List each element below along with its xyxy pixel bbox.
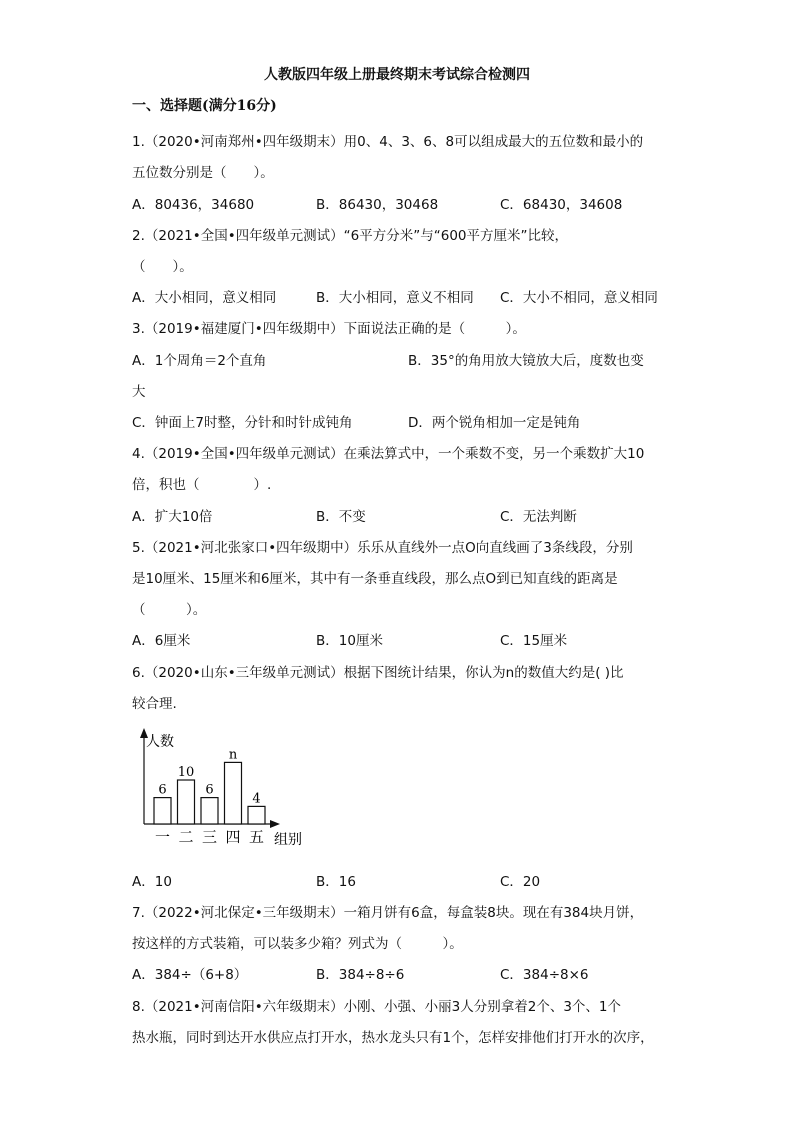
q3-option-d: D．两个锐角相加一定是钝角	[408, 415, 581, 431]
q5-option-a: A．6厘米	[132, 633, 191, 649]
q6-option-b: B．16	[316, 874, 356, 890]
bar-value-label-2: 10	[177, 765, 195, 780]
q8-line-2: 热水瓶，同时到达开水供应点打开水，热水龙头只有1个，怎样安排他们打开水的次序，	[132, 1030, 654, 1046]
q4-option-b: B．不变	[316, 509, 366, 525]
q4-line-1: 4.（2019•全国•四年级单元测试）在乘法算式中，一个乘数不变，另一个乘数扩大10	[132, 446, 645, 462]
q5-line-2: 是10厘米、15厘米和6厘米，其中有一条垂直线段，那么点O到已知直线的距离是	[132, 571, 618, 587]
bar-4	[225, 762, 242, 824]
q1-line-1: 1.（2020•河南郑州•四年级期末）用0、4、3、6、8可以组成最大的五位数和最小的	[132, 134, 644, 150]
category-label-3: 三	[201, 828, 218, 846]
q5-line-3: （ ）。	[132, 602, 207, 618]
category-label-5: 五	[248, 828, 265, 846]
q2-option-a: A．大小相同，意义相同	[132, 290, 277, 306]
q1-option-b: B．86430，30468	[316, 197, 439, 213]
q2-option-c: C．大小不相同，意义相同	[500, 290, 658, 306]
q1-option-c: C．68430，34608	[500, 197, 623, 213]
chart-ylabel: 人数	[146, 734, 174, 750]
q3-option-b-cont: 大	[132, 384, 146, 400]
q7-line-1: 7.（2022•河北保定•三年级期末）一箱月饼有6盒，每盒装8块。现在有384块月饼，	[132, 905, 644, 921]
category-label-4: 四	[225, 828, 241, 846]
q5-option-b: B．10厘米	[316, 633, 383, 649]
q1-line-2: 五位数分别是（ ）。	[132, 165, 274, 181]
bar-value-label-3: 6	[205, 782, 214, 798]
q7-option-b: B．384÷8÷6	[316, 967, 405, 983]
q2-option-b: B．大小相同，意义不相同	[316, 290, 474, 306]
q6-option-a: A．10	[132, 874, 172, 890]
q8-line-1: 8.（2021•河南信阳•六年级期末）小刚、小强、小丽3人分别拿着2个、3个、1个	[132, 999, 622, 1015]
category-label-1: 一	[154, 828, 171, 846]
q3-option-a: A．1个周角＝2个直角	[132, 353, 267, 369]
q6-option-c: C．20	[500, 874, 541, 890]
bar-1	[154, 798, 171, 824]
q3-line-1: 3.（2019•福建厦门•四年级期中）下面说法正确的是（ ）。	[132, 321, 526, 337]
q3-option-c: C．钟面上7时整，分针和时针成钝角	[132, 415, 353, 431]
q5-option-c: C．15厘米	[500, 633, 568, 649]
category-label-2: 二	[178, 828, 194, 846]
bar-3	[201, 798, 218, 824]
q4-option-c: C．无法判断	[500, 509, 577, 525]
q7-option-a: A．384÷（6+8）	[132, 967, 248, 983]
q2-line-1: 2.（2021•全国•四年级单元测试）“6平方分米”与“600平方厘米”比较，	[132, 228, 568, 244]
section-heading: 一、选择题(满分16分)	[132, 98, 277, 114]
page-title: 人教版四年级上册最终期末考试综合检测四	[264, 67, 530, 83]
chart-bars	[154, 747, 265, 846]
bar-value-label-4: n	[228, 747, 238, 763]
bar-2	[178, 780, 195, 824]
bar-value-label-1: 6	[158, 782, 167, 798]
chart-xlabel: 组别	[274, 832, 302, 848]
q2-line-2: （ ）。	[132, 259, 193, 275]
bar-value-label-5: 4	[252, 791, 261, 807]
q6-line-1: 6.（2020•山东•三年级单元测试）根据下图统计结果，你认为n的数值大约是( )比	[132, 665, 624, 681]
q1-option-a: A．80436，34680	[132, 197, 255, 213]
bar-chart	[128, 724, 318, 852]
q7-option-c: C．384÷8×6	[500, 967, 589, 983]
q5-line-1: 5.（2021•河北张家口•四年级期中）乐乐从直线外一点O向直线画了3条线段，分别	[132, 540, 633, 556]
q6-line-2: 较合理.	[132, 696, 177, 712]
q4-line-2: 倍，积也（ ）.	[132, 477, 272, 493]
bar-5	[248, 806, 265, 824]
q7-line-2: 按这样的方式装箱，可以装多少箱？列式为（ ）。	[132, 936, 463, 952]
q4-option-a: A．扩大10倍	[132, 509, 213, 525]
q3-option-b: B．35°的角用放大镜放大后，度数也变	[408, 353, 644, 369]
